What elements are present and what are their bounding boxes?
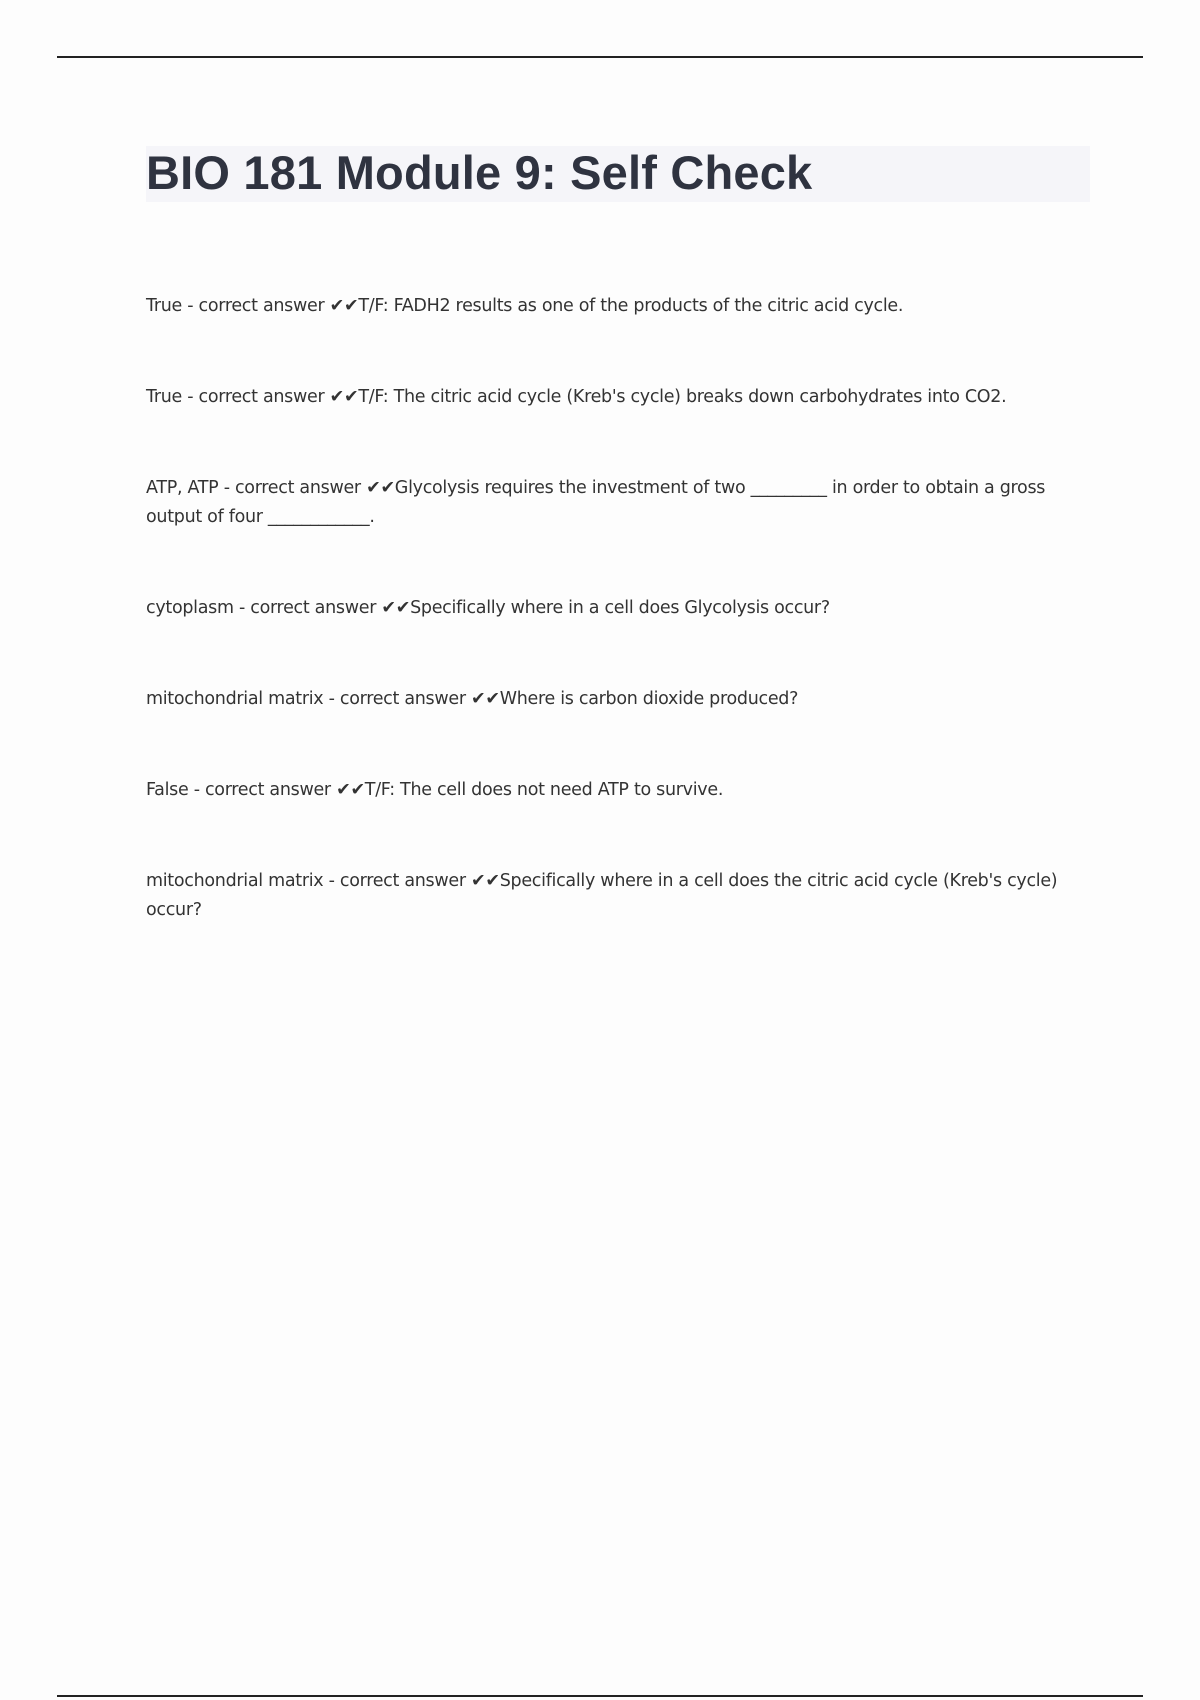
- qa-list: [146, 292, 1076, 987]
- qa-item: mitochondrial matrix - correct answer ✔✔Specifically where in a cell does the citric acid cycle (Kreb's cycle) occur?: [146, 871, 1058, 920]
- bottom-rule: [57, 1695, 1143, 1697]
- qa-item: True - correct answer ✔✔T/F: The citric acid cycle (Kreb's cycle) breaks down carbohydrates into CO2.: [146, 387, 1007, 407]
- qa-item: False - correct answer ✔✔T/F: The cell does not need ATP to survive.: [146, 780, 724, 800]
- page-title: BIO 181 Module 9: Self Check: [146, 146, 813, 199]
- top-rule: [57, 56, 1143, 58]
- qa-item: cytoplasm - correct answer ✔✔Specifically where in a cell does Glycolysis occur?: [146, 598, 830, 618]
- qa-item: True - correct answer ✔✔T/F: FADH2 results as one of the products of the citric acid cycle.: [146, 296, 904, 316]
- qa-item: ATP, ATP - correct answer ✔✔Glycolysis requires the investment of two _________ in order to obtain a gross output of four ____________.: [146, 478, 1046, 527]
- qa-item: mitochondrial matrix - correct answer ✔✔Where is carbon dioxide produced?: [146, 689, 799, 709]
